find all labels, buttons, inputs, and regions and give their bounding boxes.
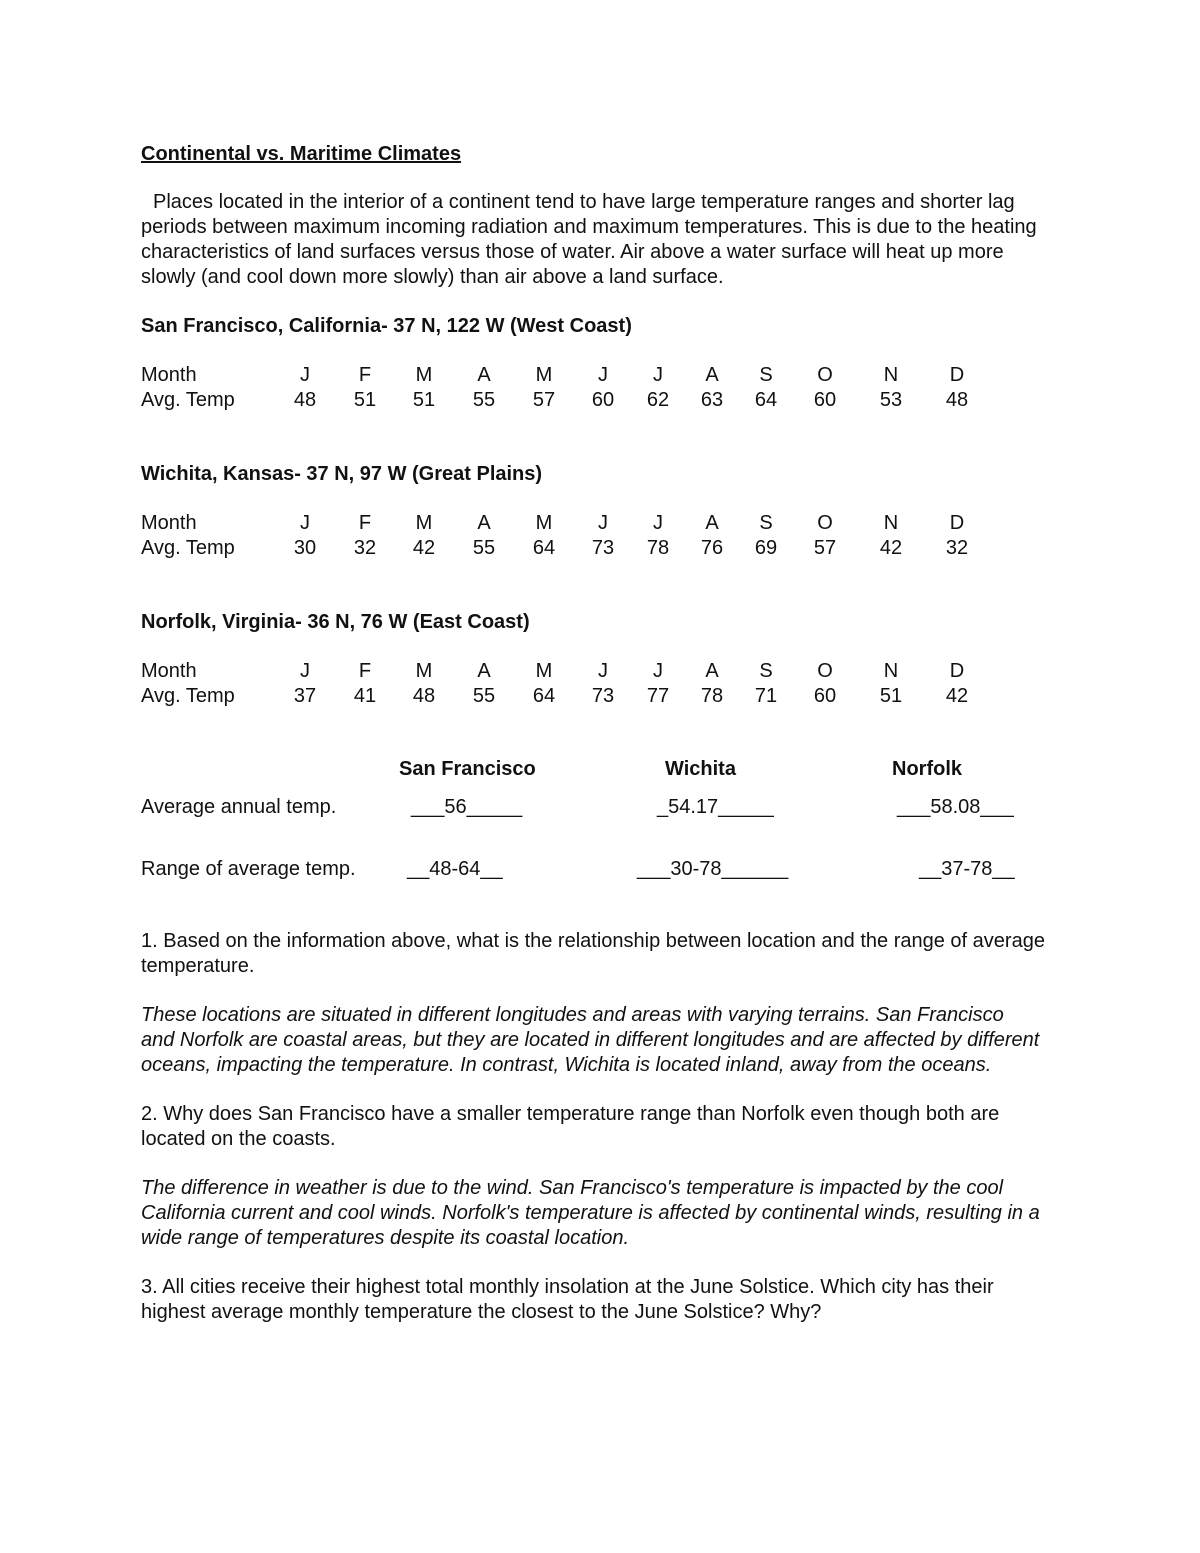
temp-cell: 55 bbox=[472, 537, 496, 559]
month-cell: O bbox=[817, 512, 833, 534]
city-block-san-francisco bbox=[141, 314, 1061, 413]
temp-cell: 76 bbox=[700, 537, 724, 559]
month-cell: J bbox=[598, 660, 608, 682]
month-cell: S bbox=[759, 364, 773, 386]
summary-col-wichita: Wichita bbox=[665, 758, 736, 780]
month-cell: A bbox=[477, 364, 491, 386]
month-cell: F bbox=[358, 660, 372, 682]
month-cell: D bbox=[949, 512, 965, 534]
temp-cell: 51 bbox=[879, 685, 903, 707]
temp-cell: 30 bbox=[293, 537, 317, 559]
temp-cell: 63 bbox=[700, 389, 724, 411]
month-cell: D bbox=[949, 660, 965, 682]
page-title: Continental vs. Maritime Climates bbox=[141, 143, 462, 165]
temp-cell: 53 bbox=[879, 389, 903, 411]
summary-col-norfolk: Norfolk bbox=[892, 758, 962, 780]
month-cell: J bbox=[300, 512, 310, 534]
temp-cell: 37 bbox=[293, 685, 317, 707]
city-block-norfolk bbox=[141, 610, 1061, 709]
temp-cell: 73 bbox=[591, 685, 615, 707]
summary-row-label: Range of average temp. bbox=[141, 858, 356, 880]
temp-cell: 71 bbox=[754, 685, 778, 707]
temp-cell: 57 bbox=[813, 537, 837, 559]
answer-2: The difference in weather is due to the wind. San Francisco's temperature is impacted by the cool California current and cool winds. Norfolk's temperature is affected by continental winds, resulting in a wide range of temperatures despite its coastal location. bbox=[141, 1177, 1040, 1249]
temp-row bbox=[141, 684, 1041, 709]
month-cell: J bbox=[598, 364, 608, 386]
city-heading: Norfolk, Virginia- 36 N, 76 W (East Coast) bbox=[141, 611, 530, 633]
temp-cell: 51 bbox=[412, 389, 436, 411]
month-cell: M bbox=[535, 660, 553, 682]
month-cell: M bbox=[535, 364, 553, 386]
temp-cell: 64 bbox=[532, 537, 556, 559]
temp-cell: 32 bbox=[945, 537, 969, 559]
temp-table bbox=[141, 363, 1061, 413]
intro-paragraph: Places located in the interior of a continent tend to have large temperature ranges and shorter lag periods between maximum incoming radiation and maximum temperatures. This is due to the heating characteristics of land surfaces versus those of water. Air above a water surface will heat up more slowly (and cool down more slowly) than air above a land surface. bbox=[141, 191, 1037, 288]
month-row bbox=[141, 511, 1041, 536]
month-cell: A bbox=[705, 512, 719, 534]
answer-blank: _54.17_____ bbox=[657, 796, 774, 818]
temp-cell: 55 bbox=[472, 685, 496, 707]
month-cell: F bbox=[358, 512, 372, 534]
temp-cell: 42 bbox=[879, 537, 903, 559]
month-cell: D bbox=[949, 364, 965, 386]
month-cell: A bbox=[477, 512, 491, 534]
city-heading: San Francisco, California- 37 N, 122 W (West Coast) bbox=[141, 315, 632, 337]
temp-cell: 48 bbox=[412, 685, 436, 707]
month-cell: J bbox=[300, 660, 310, 682]
month-cell: J bbox=[300, 364, 310, 386]
temp-cell: 48 bbox=[945, 389, 969, 411]
temp-cell: 55 bbox=[472, 389, 496, 411]
temp-table bbox=[141, 511, 1061, 561]
temp-cell: 42 bbox=[412, 537, 436, 559]
answer-blank: __37-78__ bbox=[919, 858, 1015, 880]
month-cell: M bbox=[415, 660, 433, 682]
answer-blank: __48-64__ bbox=[407, 858, 503, 880]
temp-cell: 64 bbox=[532, 685, 556, 707]
month-cell: A bbox=[705, 364, 719, 386]
month-cell: J bbox=[653, 512, 663, 534]
month-cell: J bbox=[653, 660, 663, 682]
temp-cell: 60 bbox=[813, 389, 837, 411]
temp-cell: 64 bbox=[754, 389, 778, 411]
temp-cell: 60 bbox=[813, 685, 837, 707]
month-cell: J bbox=[653, 364, 663, 386]
month-cell: J bbox=[598, 512, 608, 534]
city-block-wichita bbox=[141, 462, 1061, 561]
temp-cell: 78 bbox=[700, 685, 724, 707]
summary-table bbox=[141, 757, 1061, 927]
month-row bbox=[141, 363, 1041, 388]
temp-cell: 78 bbox=[646, 537, 670, 559]
temp-cell: 69 bbox=[754, 537, 778, 559]
temp-cell: 42 bbox=[945, 685, 969, 707]
temp-label: Avg. Temp bbox=[141, 685, 235, 707]
document-page bbox=[141, 140, 1061, 1325]
month-cell: M bbox=[415, 512, 433, 534]
temp-cell: 48 bbox=[293, 389, 317, 411]
temp-cell: 62 bbox=[646, 389, 670, 411]
month-label: Month bbox=[141, 512, 197, 534]
question-2: 2. Why does San Francisco have a smaller temperature range than Norfolk even though both are located on the coasts. bbox=[141, 1103, 1000, 1150]
temp-table bbox=[141, 659, 1061, 709]
month-cell: O bbox=[817, 660, 833, 682]
month-cell: A bbox=[705, 660, 719, 682]
summary-col-san-francisco: San Francisco bbox=[399, 758, 536, 780]
month-cell: M bbox=[535, 512, 553, 534]
city-heading: Wichita, Kansas- 37 N, 97 W (Great Plains) bbox=[141, 463, 543, 485]
temp-label: Avg. Temp bbox=[141, 389, 235, 411]
answer-blank: ___58.08___ bbox=[897, 796, 1014, 818]
month-label: Month bbox=[141, 660, 197, 682]
month-row bbox=[141, 659, 1041, 684]
month-cell: S bbox=[759, 660, 773, 682]
month-cell: A bbox=[477, 660, 491, 682]
month-cell: N bbox=[883, 364, 899, 386]
month-label: Month bbox=[141, 364, 197, 386]
summary-row-label: Average annual temp. bbox=[141, 796, 337, 818]
answer-blank: ___30-78______ bbox=[637, 858, 789, 880]
month-cell: O bbox=[817, 364, 833, 386]
month-cell: F bbox=[358, 364, 372, 386]
temp-cell: 51 bbox=[353, 389, 377, 411]
month-cell: N bbox=[883, 660, 899, 682]
temp-row bbox=[141, 388, 1041, 413]
question-1: 1. Based on the information above, what is the relationship between location and the range of average temperature. bbox=[141, 930, 1045, 977]
temp-cell: 77 bbox=[646, 685, 670, 707]
answer-1: These locations are situated in different longitudes and areas with varying terrains. San Francisco and Norfolk are coastal areas, but they are located in different longitudes and are affected by different oceans, impacting the temperature. In contrast, Wichita is located inland, away from the oceans. bbox=[141, 1004, 1040, 1076]
temp-cell: 57 bbox=[532, 389, 556, 411]
month-cell: N bbox=[883, 512, 899, 534]
month-cell: M bbox=[415, 364, 433, 386]
temp-cell: 41 bbox=[353, 685, 377, 707]
temp-cell: 73 bbox=[591, 537, 615, 559]
answer-blank: ___56_____ bbox=[411, 796, 523, 818]
temp-cell: 60 bbox=[591, 389, 615, 411]
temp-row bbox=[141, 536, 1041, 561]
month-cell: S bbox=[759, 512, 773, 534]
question-3: 3. All cities receive their highest total monthly insolation at the June Solstice. Which city has their highest average monthly temperature the closest to the June Solstice? Why? bbox=[141, 1276, 994, 1323]
temp-label: Avg. Temp bbox=[141, 537, 235, 559]
temp-cell: 32 bbox=[353, 537, 377, 559]
